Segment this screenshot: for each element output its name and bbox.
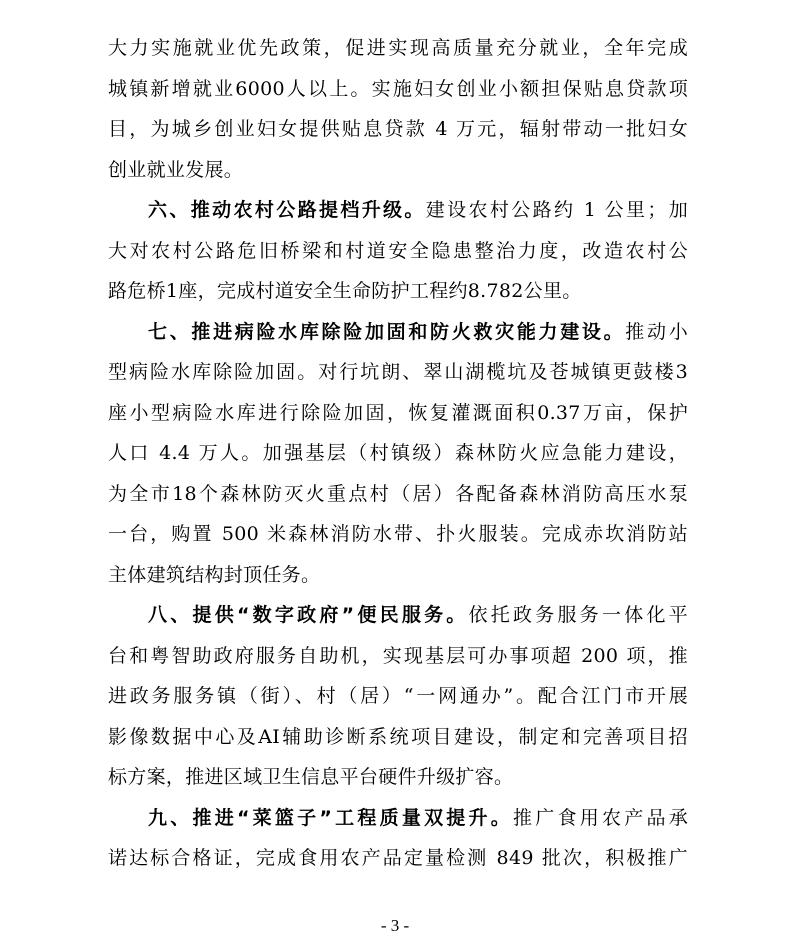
text-line <box>108 190 688 231</box>
paragraph-digital-government <box>108 595 688 798</box>
text-line: 标方案，推进区域卫生信息平台硬件升级扩容。 <box>108 766 514 788</box>
section-heading: 六、推动农村公路提档升级。 <box>148 199 426 221</box>
text-line: 大力实施就业优先政策，促进实现高质量充分就业，全年完成 <box>108 37 688 59</box>
text-line: 创业就业发展。 <box>108 158 244 181</box>
text-line: 为全市18个森林防灭火重点村（居）各配备森林消防高压水泵 <box>108 482 688 505</box>
text-line: 城镇新增就业6000人以上。实施妇女创业小额担保贴息贷款项 <box>108 77 688 100</box>
text-line: 人口 4.4 万人。加强基层（村镇级）森林防火应急能力建设， <box>108 442 688 464</box>
paragraph-reservoir-fire <box>108 312 688 596</box>
text-line <box>108 312 688 353</box>
text-line <box>108 595 688 636</box>
text-line: 诺达标合格证，完成食用农产品定量检测 849 批次，积极推广 <box>108 847 688 869</box>
section-heading: 七、推进病险水库除险加固和防火救灾能力建设。 <box>148 320 626 343</box>
text-line: 影像数据中心及AI辅助诊断系统项目建设，制定和完善项目招 <box>108 725 688 748</box>
text-line: 型病险水库除险加固。对行坑朗、翠山湖榄坑及苍城镇更鼓楼3 <box>108 361 688 383</box>
section-heading: 九、推进“菜篮子”工程质量双提升。 <box>148 806 514 829</box>
text-span: 推动小 <box>625 320 688 343</box>
text-line: 座小型病险水库进行除险加固，恢复灌溉面积0.37万亩，保护 <box>108 401 688 424</box>
text-span: 依托政务服务一体化平 <box>468 604 688 626</box>
text-line <box>108 798 688 839</box>
text-line: 台和粤智助政府服务自助机，实现基层可办事项超 200 项，推 <box>108 644 688 667</box>
text-span: 推广食用农产品承 <box>513 806 688 829</box>
text-line: 主体建筑结构封顶任务。 <box>108 563 321 586</box>
paragraph-rural-roads <box>108 190 688 312</box>
text-line: 目，为城乡创业妇女提供贴息贷款 4 万元，辐射带动一批妇女 <box>108 118 688 140</box>
text-line: 进政务服务镇（街）、村（居）“一网通办”。配合江门市开展 <box>108 685 688 707</box>
section-heading: 八、提供“数字政府”便民服务。 <box>148 604 469 626</box>
text-line: 路危桥1座，完成村道安全生命防护工程约8.782公里。 <box>108 280 582 302</box>
text-span: 建设农村公路约 1 公里；加 <box>425 199 688 221</box>
page-number: - 3 - <box>380 916 410 935</box>
document-body <box>108 28 688 879</box>
paragraph-employment <box>108 28 688 190</box>
text-line: 一台，购置 500 米森林消防水带、扑火服装。完成赤坎消防站 <box>108 523 688 545</box>
text-line: 大对农村公路危旧桥梁和村道安全隐患整治力度，改造农村公 <box>108 239 688 262</box>
paragraph-vegetable-basket <box>108 798 688 879</box>
